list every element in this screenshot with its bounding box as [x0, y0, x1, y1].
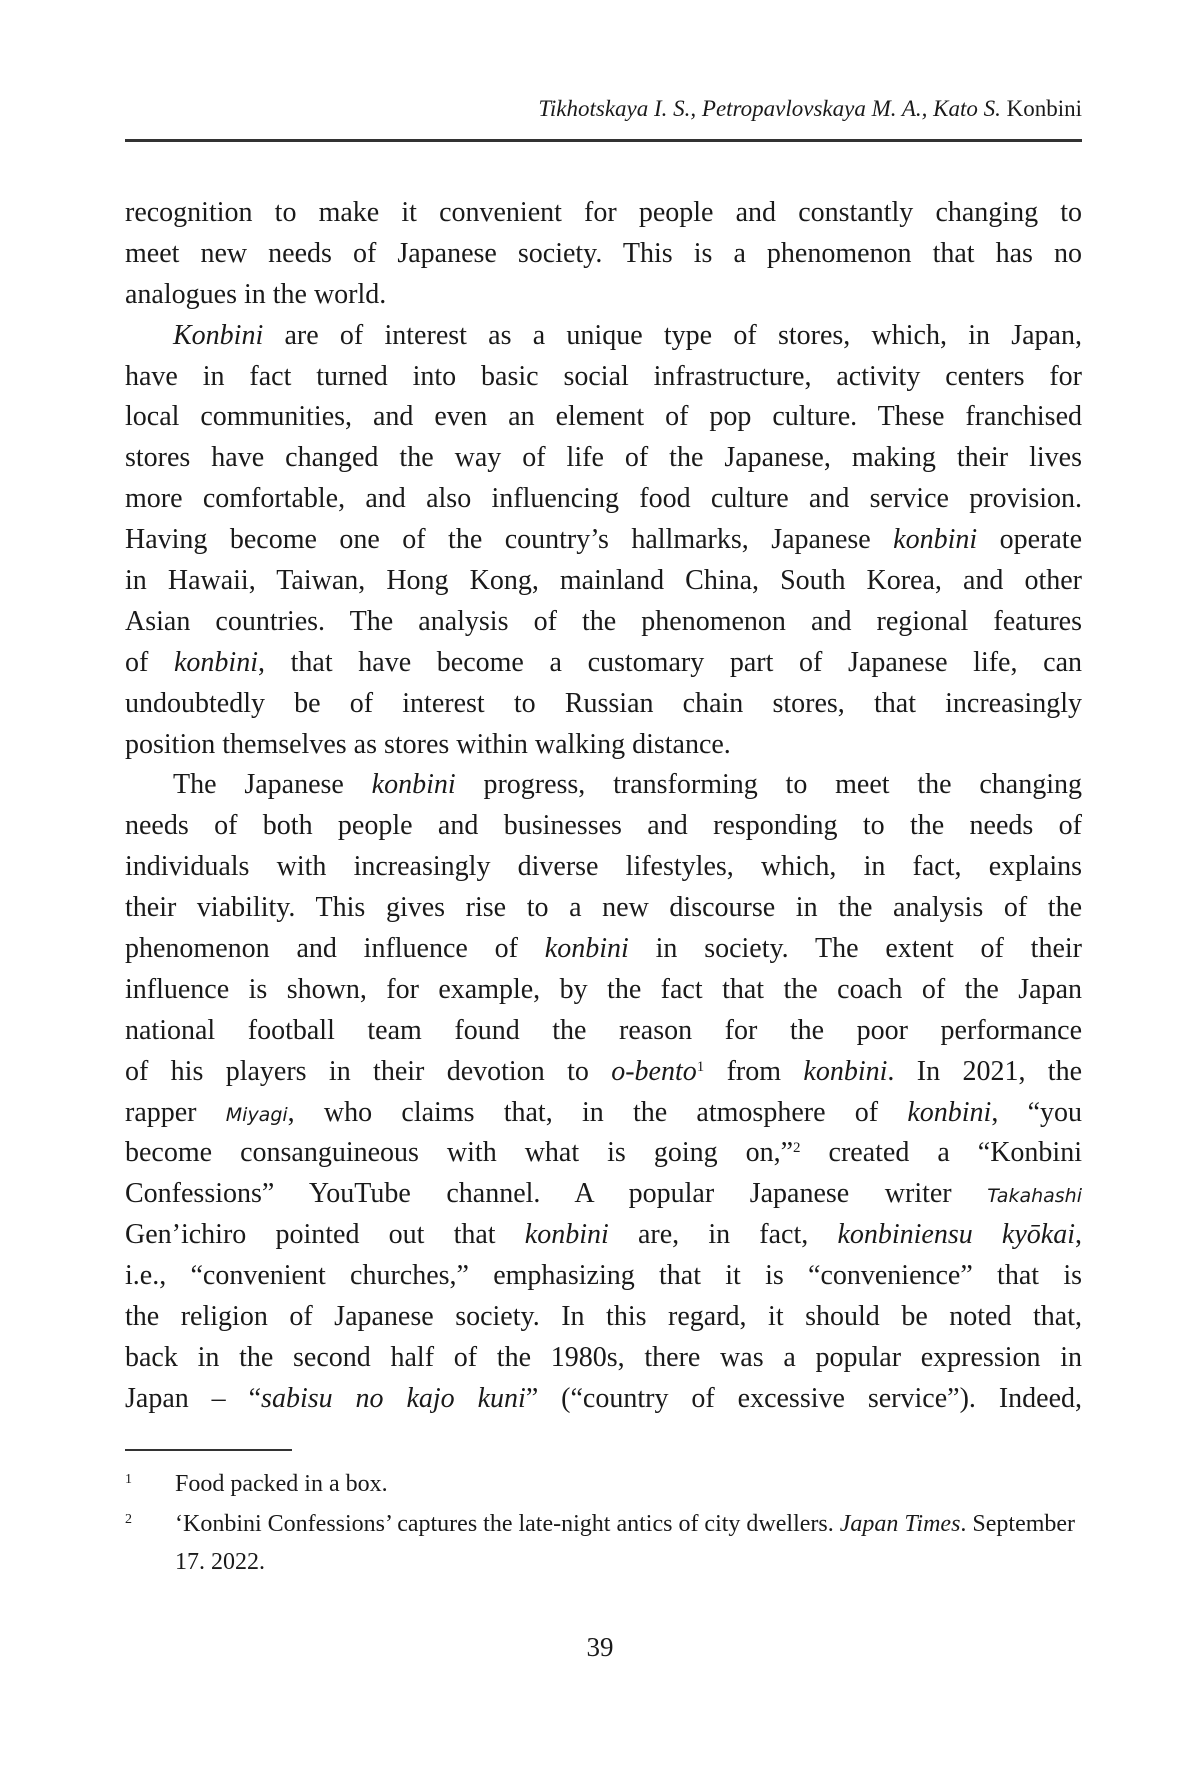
text-line	[125, 357, 1082, 398]
text-segment: rapper	[125, 1096, 226, 1128]
emphasis-text: Takahashi	[987, 1185, 1082, 1208]
emphasis-text: konbini	[907, 1096, 992, 1128]
text-line	[125, 520, 1082, 561]
header-rule	[125, 139, 1082, 142]
text-segment: national football team found the reason for the poor performance	[125, 1014, 1082, 1046]
emphasis-text: konbini	[524, 1219, 609, 1251]
text-segment: created a “Konbini	[800, 1137, 1082, 1169]
text-segment: analogues in the world.	[125, 278, 387, 310]
footnote-text	[175, 1505, 1082, 1581]
text-line	[125, 561, 1082, 602]
text-segment: in society. The extent of their	[628, 933, 1082, 965]
text-line	[125, 1052, 1082, 1093]
text-line	[125, 888, 1082, 929]
text-segment: The Japanese	[173, 769, 372, 801]
emphasis-text: Miyagi	[225, 1103, 288, 1126]
footnote-source: Japan Times	[839, 1511, 961, 1537]
text-segment: recognition to make it convenient for people and constantly changing to	[125, 197, 1082, 228]
emphasis-text: konbini	[371, 769, 456, 801]
text-segment: , who claims that, in the atmosphere of	[287, 1096, 908, 1128]
text-segment: Gen’ichiro pointed out that	[125, 1219, 525, 1251]
text-segment: i.e., “convenient churches,” emphasizing that it is “convenience” that is	[125, 1260, 1082, 1292]
footnote-text: Food packed in a box.	[175, 1471, 388, 1497]
header-authors: Tikhotskaya I. S., Petropavlovskaya M. A., Kato S.	[538, 96, 1001, 121]
text-segment: operate	[977, 524, 1083, 556]
footnote-separator	[125, 1449, 292, 1451]
text-segment: influence is shown, for example, by the fact that the coach of the Japan	[125, 973, 1082, 1005]
text-line	[125, 1256, 1082, 1297]
emphasis-text: Konbini	[173, 319, 264, 351]
emphasis-text: konbini	[173, 646, 258, 678]
emphasis-text: konbini	[544, 933, 629, 965]
text-segment: local communities, and even an element of pop culture. These franchised	[125, 401, 1082, 433]
text-line	[125, 479, 1082, 520]
text-segment: stores have changed the way of life of the Japanese, making their lives	[125, 442, 1082, 474]
emphasis-text: o-bento	[611, 1055, 697, 1087]
text-segment: phenomenon and influence of	[125, 933, 545, 965]
emphasis-text: konbini	[893, 524, 978, 556]
text-line	[125, 275, 1082, 316]
text-segment: , that have become a customary part of Japanese life, can	[257, 646, 1082, 678]
text-segment: . In 2021, the	[887, 1055, 1083, 1087]
text-segment: Confessions” YouTube channel. A popular Japanese writer	[125, 1178, 988, 1210]
text-segment: become consanguineous with what is going on,”	[125, 1137, 794, 1169]
text-line	[125, 847, 1082, 888]
text-segment: more comfortable, and also influencing food culture and service provision.	[125, 483, 1082, 515]
header-title: Konbini	[1006, 96, 1082, 121]
text-line	[125, 234, 1082, 275]
text-segment: of his players in their devotion to	[125, 1055, 612, 1087]
text-segment: , “you	[991, 1096, 1083, 1128]
footnote-number: 2	[125, 1512, 132, 1527]
emphasis-text: sabisu no kajo kuni	[261, 1382, 526, 1414]
text-line	[125, 397, 1082, 438]
text-line	[125, 1133, 1082, 1174]
text-segment: of	[125, 646, 174, 678]
text-line	[125, 193, 1082, 234]
text-segment: meet new needs of Japanese society. This is a phenomenon that has no	[125, 237, 1082, 269]
text-segment: in Hawaii, Taiwan, Hong Kong, mainland China, South Korea, and other	[125, 565, 1082, 597]
text-line	[125, 684, 1082, 725]
text-segment: ,	[1075, 1219, 1082, 1251]
text-line	[125, 602, 1082, 643]
text-segment: their viability. This gives rise to a new discourse in the analysis of the	[125, 892, 1082, 924]
text-line	[125, 1379, 1082, 1420]
footnote-ref[interactable]: 2	[793, 1140, 801, 1157]
text-line	[125, 806, 1082, 847]
body-text	[125, 193, 1082, 1420]
text-line	[125, 1174, 1082, 1215]
text-line	[125, 1093, 1082, 1134]
text-segment: Asian countries. The analysis of the phenomenon and regional features	[125, 605, 1082, 637]
text-segment: needs of both people and businesses and responding to the needs of	[125, 810, 1082, 842]
footnote-2	[125, 1505, 1082, 1581]
emphasis-text: konbini	[803, 1055, 888, 1087]
text-segment: Japan – “	[125, 1382, 262, 1414]
text-line	[125, 765, 1082, 806]
text-line	[125, 929, 1082, 970]
text-segment: are, in fact,	[608, 1219, 838, 1251]
footnote-1	[125, 1465, 1082, 1503]
text-segment: from	[704, 1055, 804, 1087]
text-segment: the religion of Japanese society. In this regard, it should be noted that,	[125, 1301, 1082, 1333]
text-line	[125, 316, 1082, 357]
text-segment: Having become one of the country’s hallmarks, Japanese	[125, 524, 894, 556]
footnote-text-main: ‘Konbini Confessions’ captures the late-night antics of city dwellers.	[175, 1511, 840, 1537]
footnote-date: . September 17. 2022.	[175, 1511, 1076, 1575]
text-line	[125, 1011, 1082, 1052]
text-segment: position themselves as stores within walking distance.	[125, 728, 731, 760]
text-line	[125, 970, 1082, 1011]
text-segment: progress, transforming to meet the changing	[455, 769, 1082, 801]
text-line	[125, 1338, 1082, 1379]
text-line	[125, 725, 1082, 766]
footnote-ref[interactable]: 1	[696, 1058, 705, 1075]
text-segment: back in the second half of the 1980s, there was a popular expression in	[125, 1341, 1082, 1373]
text-line	[125, 1297, 1082, 1338]
text-line	[125, 438, 1082, 479]
page-number: 39	[586, 1632, 614, 1662]
running-header	[125, 96, 1082, 122]
text-line	[125, 1215, 1082, 1256]
text-segment: ” (“country of excessive service”). Indeed,	[525, 1382, 1082, 1414]
text-segment: have in fact turned into basic social infrastructure, activity centers for	[125, 360, 1082, 392]
text-segment: undoubtedly be of interest to Russian chain stores, that increasingly	[125, 687, 1082, 719]
footnote-number: 1	[125, 1472, 132, 1487]
text-line	[125, 643, 1082, 684]
text-segment: individuals with increasingly diverse lifestyles, which, in fact, explains	[125, 851, 1082, 883]
emphasis-text: konbiniensu kyōkai	[837, 1219, 1075, 1251]
text-segment: are of interest as a unique type of stores, which, in Japan,	[263, 319, 1082, 351]
